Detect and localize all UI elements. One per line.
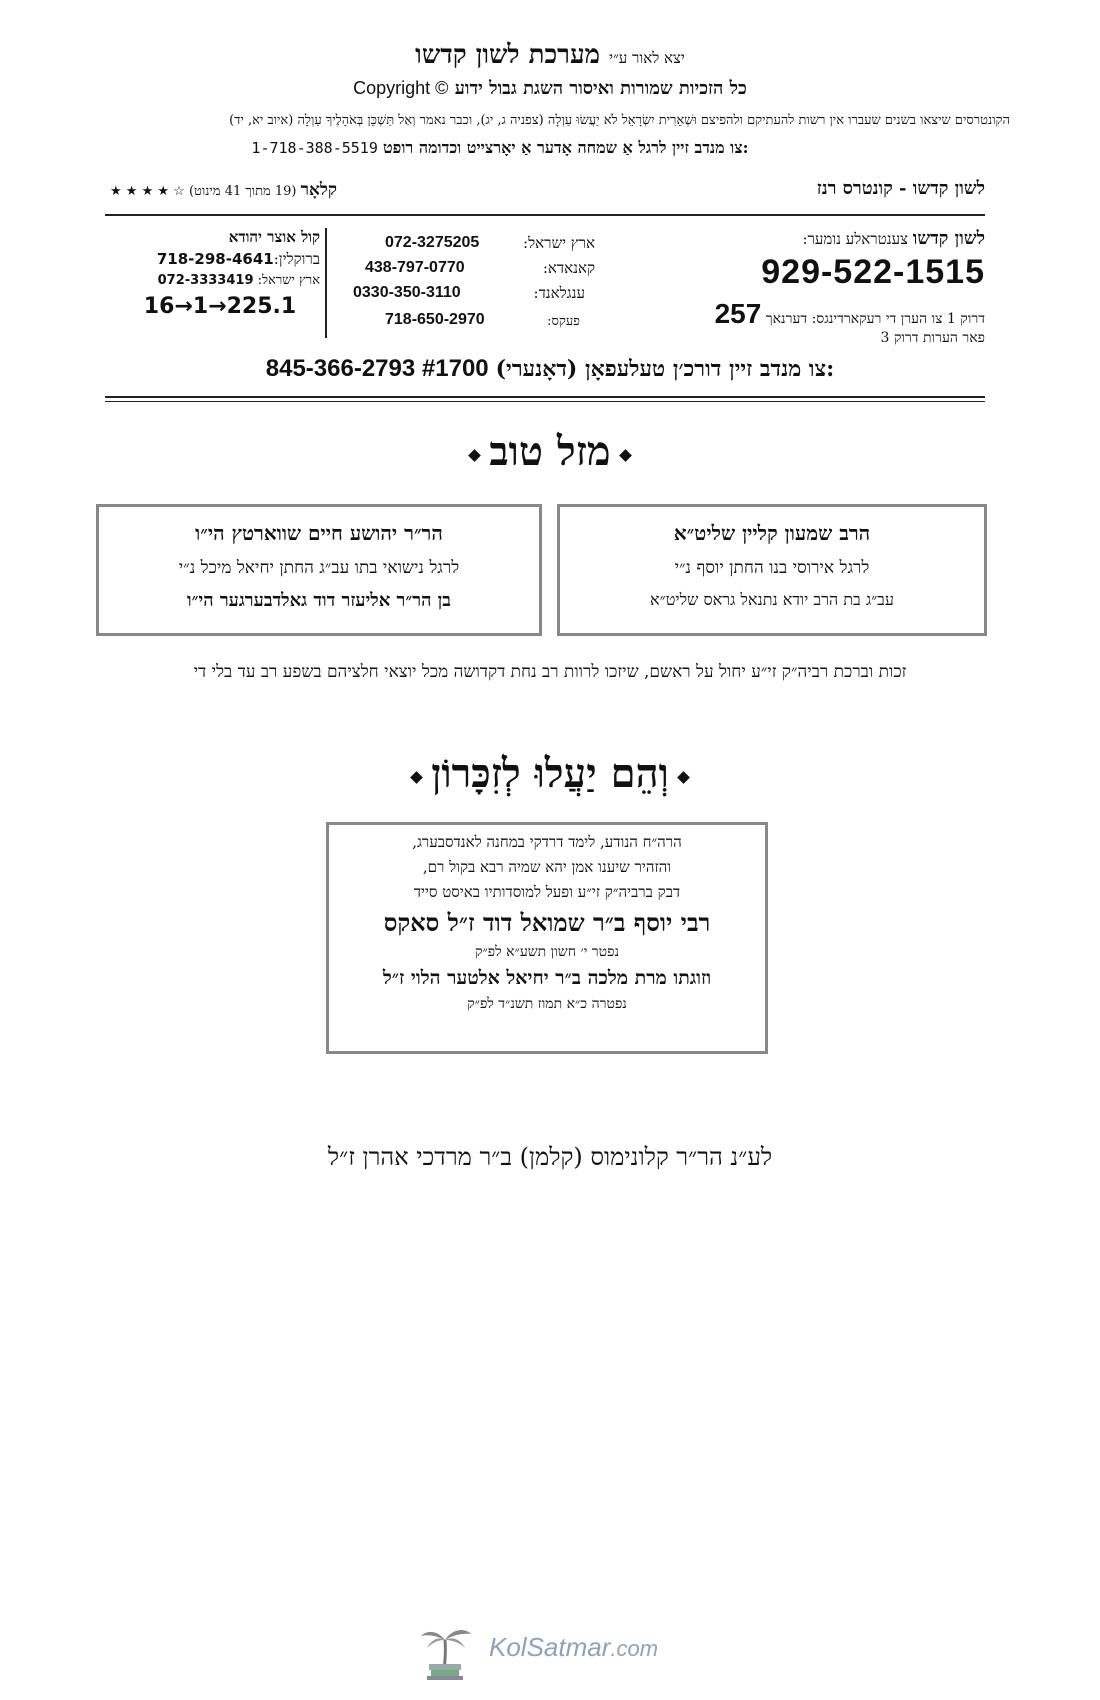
copyright-text: Copyright © [353, 78, 449, 98]
memorial-title: וְהֵם יַעֲלוּ לְזִכָּרוֹן [431, 750, 669, 797]
memorial-name-1: רבי יוסף ב״ר שמואל דוד ז״ל סאקס [383, 908, 711, 937]
memorial-box [326, 822, 768, 1054]
kunteres-title: לשון קדשו - קונטרס רנז [816, 178, 985, 199]
palm-tree-icon [415, 1622, 475, 1682]
central-info [700, 228, 985, 347]
kol-otzar-title: קול אוצר יהודא [228, 228, 320, 246]
left-box-line-1: הר״ר יהושע חיים שווארטץ הי״ו [195, 521, 443, 545]
memorial-line-2: והזהיר שיענו אמן יהא שמיה רבא בקול רם, [422, 858, 672, 876]
publisher-small: יצא לאור ע״י [609, 49, 685, 67]
mid-label-1: קאנאדא: [542, 259, 595, 277]
rating-stars: ★ ★ ★ ★ ☆ [110, 184, 185, 199]
rule-double-2 [105, 401, 985, 402]
diamond-icon [469, 449, 482, 462]
rights-line [0, 78, 1100, 99]
press-3-text: פאר הערות דרוק 3 [880, 330, 985, 346]
israel-label: ארץ ישראל: [257, 273, 320, 288]
sponsor-text: צו מנדב זיין לרגל אַ שמחה אָדער אַ יאָרצייט וכדומה רופט: [382, 138, 749, 157]
brand-tld: .com [610, 1636, 659, 1661]
mid-number-1[interactable]: 438-797-0770 [365, 259, 465, 276]
clarity-label: קלאָר [300, 180, 337, 200]
mazel-tov-title: מזל טוב [489, 428, 611, 475]
kolsatmar-logo[interactable] [415, 1622, 715, 1682]
copy-notice: הקונטרסים שיצאו בשנים שעברו אין רשות להעתיקם ולהפיצם וּשְׁאֵרִית יִשְׂרָאֵל לֹא יַעֲשׂוּ עַוְלָה (צפניה ג, יג), וכבר נאמר וְאַל תַּשְׁכֵּן בְּאֹהָלֶיךָ עַוְלָה (איוב יא, יד) [229, 113, 1010, 128]
rights-text: כל הזכיות שמורות ואיסור השגת גבול ידוע [454, 78, 747, 99]
publisher-name: מערכת לשון קדשו [415, 40, 601, 70]
mid-label-0: ארץ ישראל: [523, 234, 595, 252]
publisher-line [0, 40, 1100, 70]
zechus-blessing: זכות וברכת רביה״ק זי״ע יחול על ראשם, שיזכו לרוות רב נחת דקדושה מכל יוצאי חלציהם בשפע רב עד בלי די [193, 662, 907, 682]
top-rule [105, 214, 985, 216]
left-box-line-2: לרגל נישואי בתו עב״ג החתן יחיאל מיכל נ״י [178, 558, 460, 578]
rule-double-1 [105, 396, 985, 398]
sponsor-line [150, 138, 850, 158]
mid-label-2: ענגלאנד: [533, 284, 585, 302]
memorial-date-1: נפטר י׳ חשון תשע״א לפ״ק [474, 944, 620, 960]
number-257: 257 [714, 298, 762, 329]
right-box-line-2: לרגל אירוסי בנו החתן יוסף נ״י [674, 558, 870, 578]
memorial-date-2: נפטרה כ״א תמוז תשנ״ד לפ״ק [467, 996, 627, 1012]
mazel-tov-box-left [96, 504, 542, 636]
diamond-icon [619, 449, 632, 462]
mazel-tov-box-right [557, 504, 987, 636]
mazel-tov-heading [0, 428, 1100, 475]
kol-otzar-info [120, 226, 320, 318]
diamond-icon [677, 771, 690, 784]
mid-number-0[interactable]: 072-3275205 [385, 234, 480, 251]
memorial-line-1: הרה״ח הנודע, לימד דרדקי במחנה לאנדסבערג, [412, 833, 682, 851]
memorial-heading [0, 750, 1100, 797]
left-box-line-3: בן הר״ר אליעזר דוד גאלדבערגער הי״ו [187, 590, 451, 611]
brand-name: KolSatmar [489, 1632, 611, 1662]
memorial-name-2: וזוגתו מרת מלכה ב״ר יחיאל אלטער הלוי ז״ל [382, 967, 712, 989]
israel-number[interactable]: 072-3333419 [157, 273, 254, 288]
press-1-text: דרוק 1 צו הערן די רעקארדינגס: דערנאך [765, 311, 985, 327]
donate-text: צו מנדב זיין דורכ׳ן טעלעפאָן (דאָנערי): [495, 356, 835, 382]
right-box-line-1: הרב שמעון קליין שליט״א [673, 521, 871, 545]
donate-number[interactable]: 845-366-2793 #1700 [265, 355, 489, 382]
diamond-icon [410, 771, 423, 784]
brooklyn-number[interactable]: 718-298-4641 [156, 250, 274, 268]
mid-number-3[interactable]: 718-650-2970 [385, 311, 485, 328]
central-label: צענטראלע נומער: [802, 230, 908, 248]
mid-label-3: פעקס: [547, 314, 580, 329]
sponsor-phone: 1-718-388-5519 [251, 139, 378, 157]
mid-number-2[interactable]: 0330-350-3110 [353, 284, 461, 301]
column-divider [325, 228, 327, 338]
central-title: לשון קדשו [912, 228, 985, 249]
central-phone[interactable]: 929-522-1515 [761, 253, 985, 291]
leilui-nishmas: לע״נ הר״ר קלונימוס (קלמן) ב״ר מרדכי אהרן ז״ל [327, 1143, 773, 1171]
listen-info [110, 180, 370, 200]
menu-path: 16→1→225.1 [143, 294, 297, 319]
minutes-count: (19 מתוך 41 מינוט) [188, 184, 297, 199]
brooklyn-label: ברוקלין: [273, 250, 320, 268]
right-box-line-3: עב״ג בת הרב יודא נתנאל גראס שליט״א [650, 590, 894, 609]
donate-line [0, 355, 1100, 383]
memorial-line-3: דבק ברביה״ק זי״ע ופעל למוסדותיו באיסט סייד [413, 883, 681, 901]
